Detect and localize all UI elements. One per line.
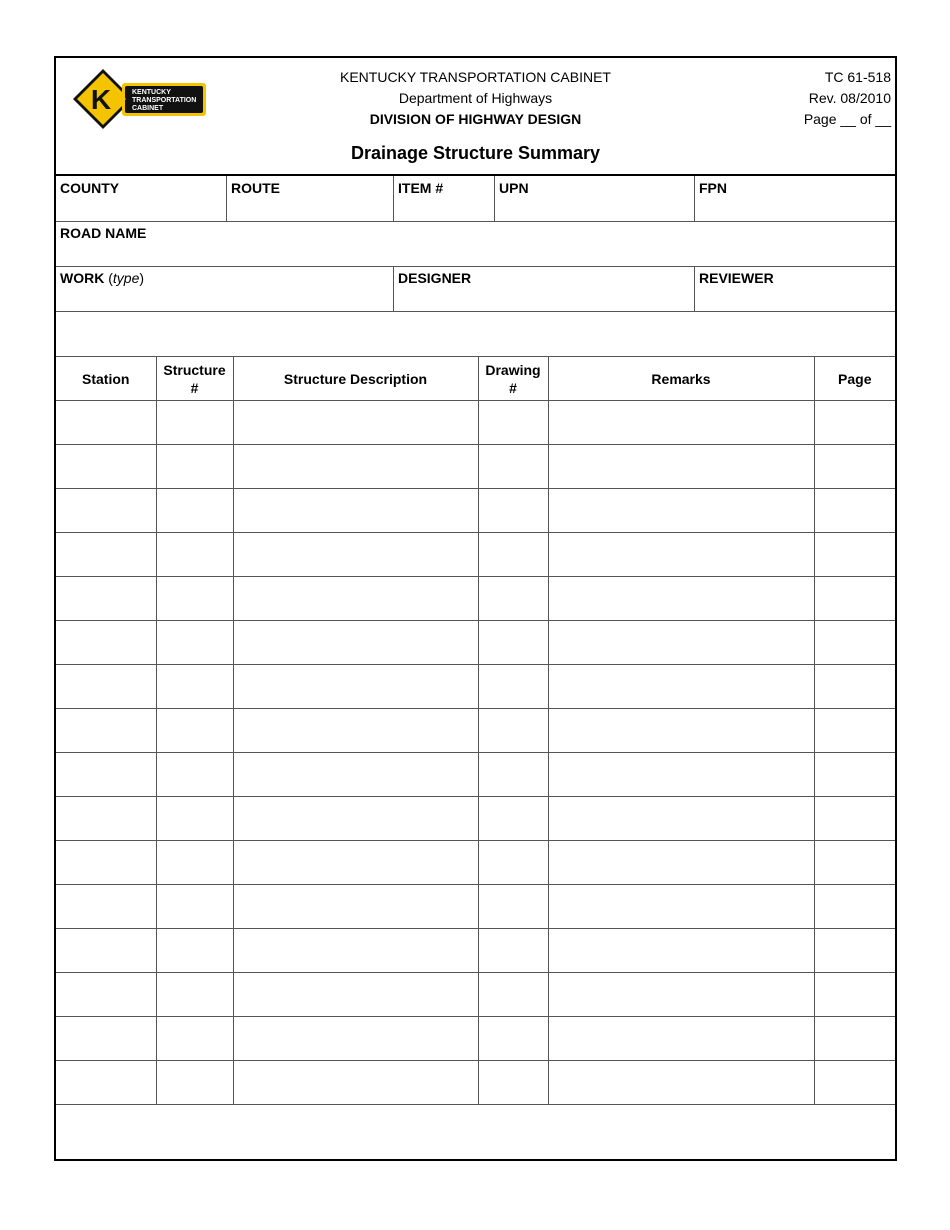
structure-number-cell[interactable] bbox=[156, 401, 233, 445]
table-footer-row bbox=[56, 1105, 895, 1149]
col-structure-number: Structure # bbox=[156, 357, 233, 401]
drawing-number-cell[interactable] bbox=[478, 577, 548, 621]
drawing-number-cell[interactable] bbox=[478, 1061, 548, 1105]
station-cell[interactable] bbox=[56, 1061, 156, 1105]
table-row bbox=[56, 885, 895, 929]
structure-description-cell[interactable] bbox=[233, 885, 478, 929]
structure-description-cell[interactable] bbox=[233, 401, 478, 445]
page-of-field[interactable]: Page __ of __ bbox=[803, 111, 891, 127]
structure-number-cell[interactable] bbox=[156, 709, 233, 753]
remarks-cell[interactable] bbox=[548, 577, 814, 621]
structure-number-cell[interactable] bbox=[156, 797, 233, 841]
structure-description-cell[interactable] bbox=[233, 489, 478, 533]
reviewer-field[interactable] bbox=[694, 266, 895, 311]
info-row-1 bbox=[56, 176, 895, 222]
form-header bbox=[56, 58, 895, 176]
upn-label: UPN bbox=[499, 180, 529, 196]
drainage-structure-table bbox=[56, 356, 895, 1149]
item-field[interactable] bbox=[393, 176, 494, 221]
drawing-number-cell[interactable] bbox=[478, 753, 548, 797]
form-frame bbox=[54, 56, 897, 1161]
drawing-number-cell[interactable] bbox=[478, 973, 548, 1017]
page-cell[interactable] bbox=[814, 753, 895, 797]
table-row bbox=[56, 753, 895, 797]
form-title: Drainage Structure Summary bbox=[350, 143, 601, 163]
page-cell[interactable] bbox=[814, 973, 895, 1017]
page-cell[interactable] bbox=[814, 533, 895, 577]
structure-number-cell[interactable] bbox=[156, 577, 233, 621]
form-revision: Rev. 08/2010 bbox=[808, 90, 891, 106]
remarks-cell[interactable] bbox=[548, 665, 814, 709]
col-structure-description: Structure Description bbox=[233, 357, 478, 401]
structure-description-cell[interactable] bbox=[233, 1017, 478, 1061]
drawing-number-cell[interactable] bbox=[478, 665, 548, 709]
page-cell[interactable] bbox=[814, 885, 895, 929]
remarks-cell[interactable] bbox=[548, 489, 814, 533]
page-cell[interactable] bbox=[814, 401, 895, 445]
remarks-cell[interactable] bbox=[548, 885, 814, 929]
page-cell[interactable] bbox=[814, 445, 895, 489]
remarks-cell[interactable] bbox=[548, 753, 814, 797]
structure-number-cell[interactable] bbox=[156, 489, 233, 533]
route-label: ROUTE bbox=[231, 180, 280, 196]
drawing-number-cell[interactable] bbox=[478, 929, 548, 973]
station-cell[interactable] bbox=[56, 885, 156, 929]
table-header-row bbox=[56, 357, 895, 401]
table-row bbox=[56, 709, 895, 753]
station-cell[interactable] bbox=[56, 1017, 156, 1061]
structure-number-cell[interactable] bbox=[156, 665, 233, 709]
table-row bbox=[56, 445, 895, 489]
structure-description-cell[interactable] bbox=[233, 753, 478, 797]
work-type-hint: type bbox=[112, 270, 140, 286]
table-row bbox=[56, 489, 895, 533]
structure-number-cell[interactable] bbox=[156, 621, 233, 665]
remarks-cell[interactable] bbox=[548, 1017, 814, 1061]
table-row bbox=[56, 401, 895, 445]
svg-text:KENTUCKY: KENTUCKY bbox=[132, 89, 171, 96]
info-row-3 bbox=[56, 266, 895, 312]
road-name-label: ROAD NAME bbox=[60, 225, 147, 241]
agency-name: KENTUCKY TRANSPORTATION CABINET bbox=[340, 69, 611, 85]
page-cell[interactable] bbox=[814, 577, 895, 621]
station-cell[interactable] bbox=[56, 401, 156, 445]
drawing-number-cell[interactable] bbox=[478, 1017, 548, 1061]
route-field[interactable] bbox=[226, 176, 393, 221]
station-cell[interactable] bbox=[56, 841, 156, 885]
structure-description-cell[interactable] bbox=[233, 621, 478, 665]
table-row bbox=[56, 1017, 895, 1061]
remarks-cell[interactable] bbox=[548, 445, 814, 489]
designer-field[interactable] bbox=[393, 266, 694, 311]
svg-text:CABINET: CABINET bbox=[132, 105, 164, 112]
remarks-cell[interactable] bbox=[548, 841, 814, 885]
page-cell[interactable] bbox=[814, 1061, 895, 1105]
drawing-number-cell[interactable] bbox=[478, 489, 548, 533]
table-row bbox=[56, 577, 895, 621]
structure-description-cell[interactable] bbox=[233, 973, 478, 1017]
table-row bbox=[56, 841, 895, 885]
form-identifier bbox=[804, 67, 891, 130]
page-cell[interactable] bbox=[814, 797, 895, 841]
station-cell[interactable] bbox=[56, 797, 156, 841]
remarks-cell[interactable] bbox=[548, 401, 814, 445]
structure-number-cell[interactable] bbox=[156, 841, 233, 885]
blank-row bbox=[56, 311, 895, 357]
structure-description-cell[interactable] bbox=[233, 797, 478, 841]
structure-description-cell[interactable] bbox=[233, 533, 478, 577]
col-page: Page bbox=[814, 357, 895, 401]
station-cell[interactable] bbox=[56, 533, 156, 577]
remarks-cell[interactable] bbox=[548, 929, 814, 973]
station-cell[interactable] bbox=[56, 489, 156, 533]
station-cell[interactable] bbox=[56, 621, 156, 665]
col-remarks: Remarks bbox=[548, 357, 814, 401]
structure-description-cell[interactable] bbox=[233, 841, 478, 885]
fpn-label: FPN bbox=[699, 180, 727, 196]
county-field[interactable] bbox=[56, 176, 226, 221]
remarks-cell[interactable] bbox=[548, 621, 814, 665]
drawing-number-cell[interactable] bbox=[478, 533, 548, 577]
info-row-2 bbox=[56, 221, 895, 267]
structure-description-cell[interactable] bbox=[233, 577, 478, 621]
structure-description-cell[interactable] bbox=[233, 709, 478, 753]
svg-text:TRANSPORTATION: TRANSPORTATION bbox=[132, 97, 197, 104]
drawing-number-cell[interactable] bbox=[478, 797, 548, 841]
col-station: Station bbox=[56, 357, 156, 401]
form-number: TC 61-518 bbox=[824, 69, 891, 85]
table-row bbox=[56, 797, 895, 841]
station-cell[interactable] bbox=[56, 445, 156, 489]
drawing-number-cell[interactable] bbox=[478, 445, 548, 489]
page-cell[interactable] bbox=[814, 489, 895, 533]
col-drawing-number: Drawing # bbox=[478, 357, 548, 401]
page-cell[interactable] bbox=[814, 621, 895, 665]
department-name: Department of Highways bbox=[398, 90, 553, 106]
station-cell[interactable] bbox=[56, 577, 156, 621]
division-name: DIVISION OF HIGHWAY DESIGN bbox=[369, 111, 582, 127]
structure-number-cell[interactable] bbox=[156, 1061, 233, 1105]
drawing-number-cell[interactable] bbox=[478, 709, 548, 753]
drawing-number-cell[interactable] bbox=[478, 841, 548, 885]
page-cell[interactable] bbox=[814, 841, 895, 885]
page-cell[interactable] bbox=[814, 665, 895, 709]
structure-number-cell[interactable] bbox=[156, 1017, 233, 1061]
station-cell[interactable] bbox=[56, 973, 156, 1017]
remarks-cell[interactable] bbox=[548, 973, 814, 1017]
table-row bbox=[56, 1061, 895, 1105]
upn-field[interactable] bbox=[494, 176, 694, 221]
county-label: COUNTY bbox=[60, 180, 120, 196]
structure-number-cell[interactable] bbox=[156, 885, 233, 929]
station-cell[interactable] bbox=[56, 665, 156, 709]
table-row bbox=[56, 665, 895, 709]
structure-description-cell[interactable] bbox=[233, 929, 478, 973]
structure-description-cell[interactable] bbox=[233, 1061, 478, 1105]
table-row bbox=[56, 533, 895, 577]
road-name-field[interactable] bbox=[56, 221, 895, 266]
designer-label: DESIGNER bbox=[398, 270, 472, 286]
structure-number-cell[interactable] bbox=[156, 753, 233, 797]
table-row bbox=[56, 929, 895, 973]
structure-number-cell[interactable] bbox=[156, 973, 233, 1017]
table-row bbox=[56, 621, 895, 665]
reviewer-label: REVIEWER bbox=[699, 270, 774, 286]
agency-block bbox=[56, 67, 895, 130]
svg-text:K: K bbox=[90, 84, 112, 115]
work-label: WORK bbox=[60, 270, 105, 286]
drawing-number-cell[interactable] bbox=[478, 885, 548, 929]
structure-number-cell[interactable] bbox=[156, 445, 233, 489]
structure-description-cell[interactable] bbox=[233, 665, 478, 709]
remarks-cell[interactable] bbox=[548, 1061, 814, 1105]
remarks-cell[interactable] bbox=[548, 709, 814, 753]
structure-number-cell[interactable] bbox=[156, 533, 233, 577]
fpn-field[interactable] bbox=[694, 176, 895, 221]
footer-cell bbox=[56, 1105, 895, 1149]
station-cell[interactable] bbox=[56, 929, 156, 973]
structure-number-cell[interactable] bbox=[156, 929, 233, 973]
structure-description-cell[interactable] bbox=[233, 445, 478, 489]
remarks-cell[interactable] bbox=[548, 797, 814, 841]
page-cell[interactable] bbox=[814, 929, 895, 973]
drawing-number-cell[interactable] bbox=[478, 621, 548, 665]
station-cell[interactable] bbox=[56, 753, 156, 797]
page-cell[interactable] bbox=[814, 1017, 895, 1061]
remarks-cell[interactable] bbox=[548, 533, 814, 577]
page-cell[interactable] bbox=[814, 709, 895, 753]
work-type-field[interactable]: WORK (type) bbox=[60, 270, 145, 286]
station-cell[interactable] bbox=[56, 709, 156, 753]
table-row bbox=[56, 973, 895, 1017]
drawing-number-cell[interactable] bbox=[478, 401, 548, 445]
table-body bbox=[56, 401, 895, 1149]
item-label: ITEM # bbox=[398, 180, 444, 196]
